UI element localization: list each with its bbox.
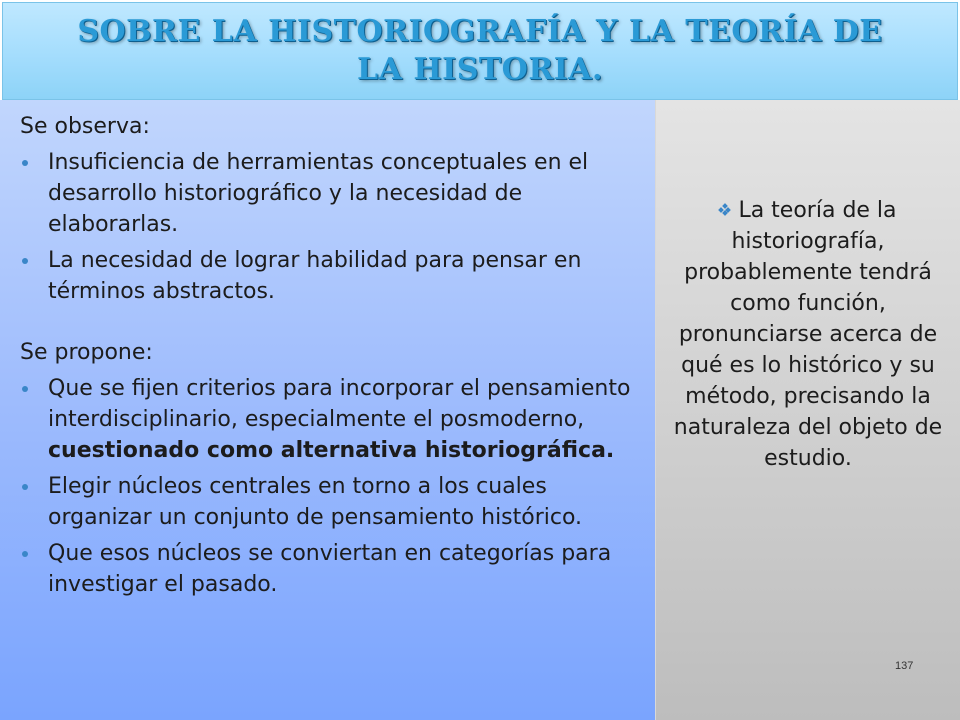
list-item-text: Elegir núcleos centrales en torno a los cuales organizar un conjunto de pensamiento histórico. [48, 474, 583, 530]
dot-bullet-icon [22, 258, 28, 264]
observa-list [20, 147, 640, 307]
right-text-block [656, 195, 960, 474]
list-item-text: La necesidad de lograr habilidad para pensar en términos abstractos. [48, 248, 582, 304]
dot-bullet-icon [22, 551, 28, 557]
section-spacer [20, 307, 640, 337]
list-item-bold-text: cuestionado como alternativa historiográfica. [48, 438, 615, 463]
dot-bullet-icon [22, 386, 28, 392]
list-item-text: Que esos núcleos se conviertan en categorías para investigar el pasado. [48, 541, 612, 597]
list-item-text: Que se fijen criterios para incorporar el pensamiento interdisciplinario, especialmente el posmoderno, [48, 376, 631, 432]
list-item [20, 471, 640, 533]
list-item [20, 245, 640, 307]
list-item [20, 538, 640, 600]
dot-bullet-icon [22, 484, 28, 490]
dot-bullet-icon [22, 160, 28, 166]
title-bar [2, 2, 958, 100]
propone-list [20, 373, 640, 600]
observa-heading: Se observa: [20, 114, 150, 139]
left-content [20, 111, 640, 600]
list-item [20, 373, 640, 466]
left-panel [0, 100, 655, 720]
propone-heading: Se propone: [20, 340, 153, 365]
right-paragraph: La teoría de la historiografía, probablemente tendrá como función, pronunciarse acerca de qué es lo histórico y su método, precisando la naturaleza del objeto de estudio. [673, 198, 943, 471]
page-number: 137 [895, 660, 914, 672]
list-item [20, 147, 640, 240]
diamond-bullet-icon [719, 204, 730, 215]
right-panel [655, 100, 960, 720]
list-item-text: Insuficiencia de herramientas conceptuales en el desarrollo historiográfico y la necesidad de elaborarlas. [48, 150, 589, 237]
slide-title: SOBRE LA HISTORIOGRAFÍA Y LA TEORÍA DE LA HISTORIA. [77, 14, 883, 87]
